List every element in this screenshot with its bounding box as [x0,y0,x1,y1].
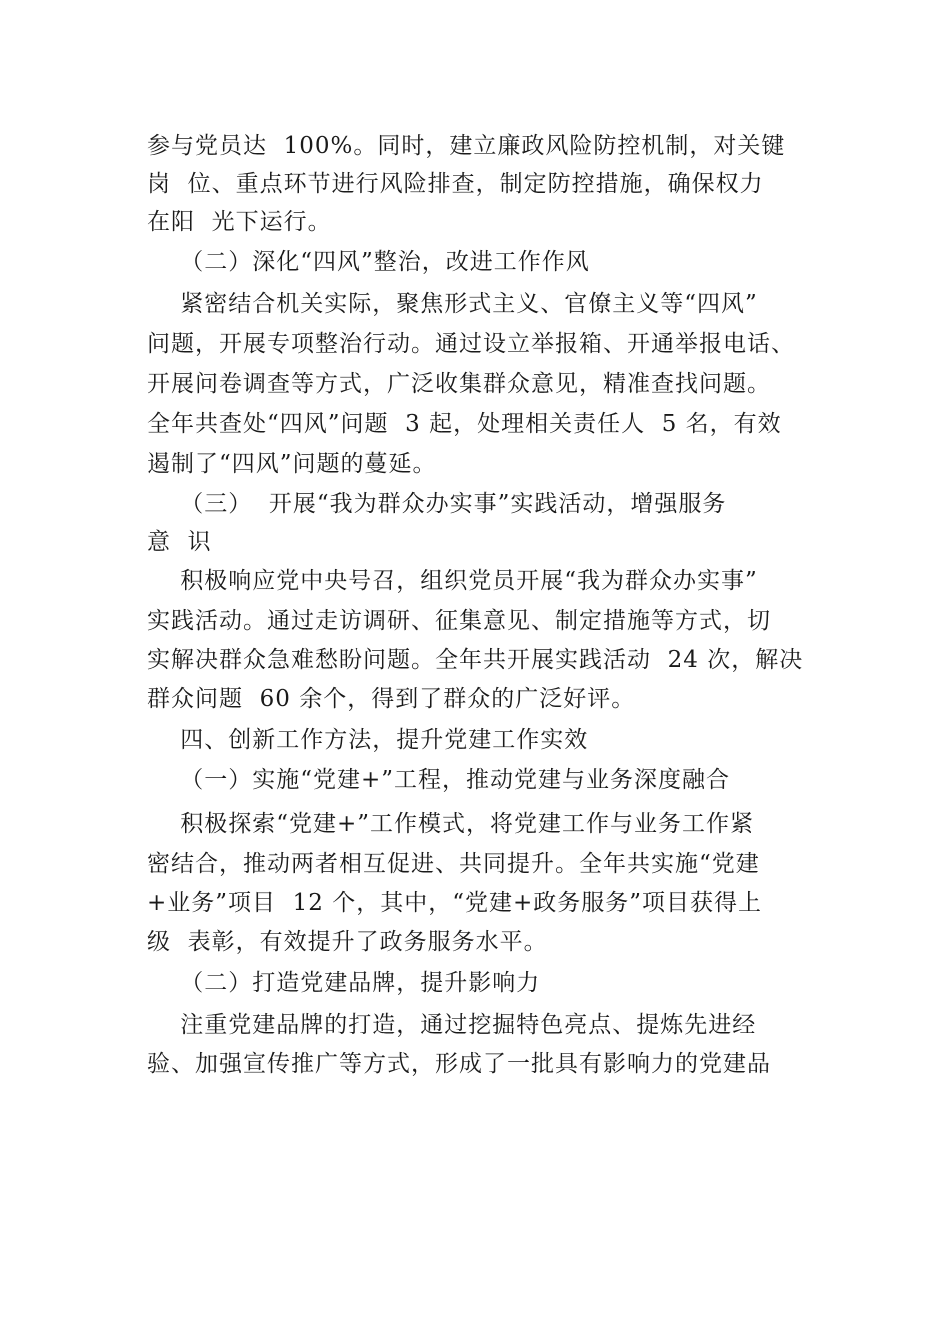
text-line: 群众问题 60 余个，得到了群众的广泛好评。 [147,686,636,712]
section-heading: （二）深化“四风”整治，改进工作作风 [147,249,590,275]
text-line: 在阳 光下运行。 [147,209,332,235]
text-line: 注重党建品牌的打造，通过挖掘特色亮点、提炼先进经 [147,1012,757,1038]
text-line: 参与党员达 100%。同时，建立廉政风险防控机制，对关键 [147,133,786,159]
text-line: 验、加强宣传推广等方式，形成了一批具有影响力的党建品 [147,1051,771,1077]
text-line: 积极响应党中央号召，组织党员开展“我为群众办实事” [147,568,758,594]
text-line: 遏制了“四风”问题的蔓延。 [147,451,437,477]
text-line: 岗 位、重点环节进行风险排查，制定防控措施，确保权力 [147,171,764,197]
section-heading: 四、创新工作方法，提升党建工作实效 [147,727,589,753]
section-heading: （二）打造党建品牌，提升影响力 [147,970,541,996]
text-line: 全年共查处“四风”问题 3 起，处理相关责任人 5 名，有效 [147,411,782,437]
text-line: 紧密结合机关实际，聚焦形式主义、官僚主义等“四风” [147,291,758,317]
text-line: 积极探索“党建+”工作模式，将党建工作与业务工作紧 [147,811,755,837]
text-line: 开展问卷调查等方式，广泛收集群众意见，精准查找问题。 [147,371,771,397]
text-line: +业务”项目 12 个，其中，“党建+政务服务”项目获得上 [147,890,763,916]
section-heading: （三） 开展“我为群众办实事”实践活动，增强服务 [147,491,727,517]
section-heading: 意 识 [147,529,212,555]
text-line: 实践活动。通过走访调研、征集意见、制定措施等方式，切 [147,608,771,634]
text-line: 级 表彰，有效提升了政务服务水平。 [147,929,548,955]
section-heading: （一）实施“党建+”工程，推动党建与业务深度融合 [147,767,731,793]
text-line: 问题，开展专项整治行动。通过设立举报箱、开通举报电话、 [147,331,795,357]
text-line: 实解决群众急难愁盼问题。全年共开展实践活动 24 次，解决 [147,647,804,673]
text-line: 密结合，推动两者相互促进、共同提升。全年共实施“党建 [147,851,760,877]
